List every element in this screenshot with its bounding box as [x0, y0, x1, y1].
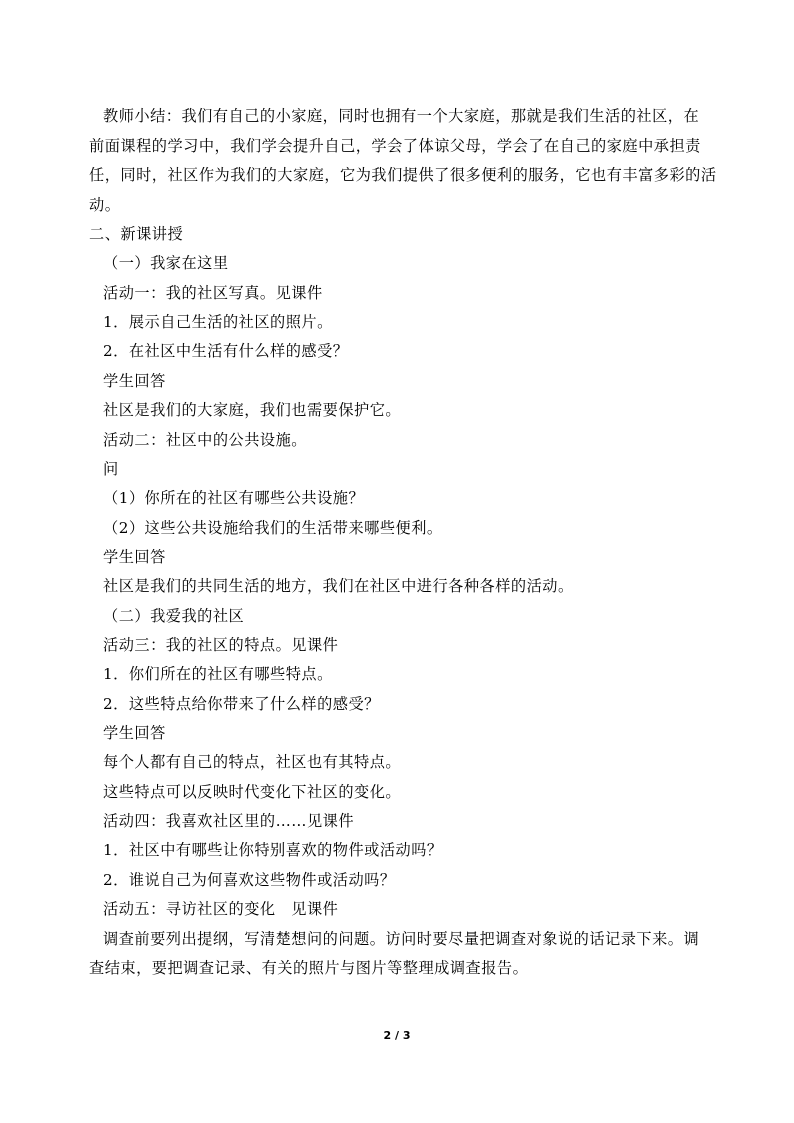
activity-two-question-1: （1）你所在的社区有哪些公共设施？	[103, 489, 365, 507]
activity-three-heading: 活动三：我的社区的特点。见课件	[103, 636, 339, 654]
student-answer-label-1: 学生回答	[103, 372, 166, 390]
paragraph-summary-line-1: 教师小结：我们有自己的小家庭，同时也拥有一个大家庭，那就是我们生活的社区，在	[103, 107, 700, 125]
activity-two-question-2: （2）这些公共设施给我们的生活带来哪些便利。	[103, 519, 443, 537]
answer-text-3a: 每个人都有自己的特点，社区也有其特点。	[103, 753, 402, 771]
survey-paragraph-line-2: 查结束，要把调查记录、有关的照片与图片等整理成调查报告。	[89, 959, 529, 977]
student-answer-label-2: 学生回答	[103, 548, 166, 566]
activity-three-item-1: 1．你们所在的社区有哪些特点。	[103, 665, 333, 683]
activity-four-heading: 活动四：我喜欢社区里的……见课件	[103, 812, 354, 830]
activity-three-item-2: 2．这些特点给你带来了什么样的感受？	[103, 695, 380, 713]
activity-four-item-2: 2．谁说自己为何喜欢这些物件或活动吗？	[103, 871, 396, 889]
activity-one-item-2: 2．在社区中生活有什么样的感受？	[103, 342, 349, 360]
activity-five-heading: 活动五：寻访社区的变化 见课件	[103, 900, 339, 918]
page-number: 2 / 3	[383, 1029, 411, 1042]
activity-one-heading: 活动一：我的社区写真。见课件	[103, 284, 323, 302]
student-answer-label-3: 学生回答	[103, 724, 166, 742]
paragraph-summary-line-2: 前面课程的学习中，我们学会提升自己，学会了体谅父母，学会了在自己的家庭中承担责	[89, 137, 701, 155]
activity-four-item-1: 1．社区中有哪些让你特别喜欢的物件或活动吗？	[103, 841, 443, 859]
survey-paragraph-line-1: 调查前要列出提纲，写清楚想问的问题。访问时要尽量把调查对象说的话记录下来。调	[103, 930, 700, 948]
section-heading-new-lesson: 二、新课讲授	[89, 225, 184, 243]
question-label: 问	[103, 460, 119, 478]
subheading-my-home: （一）我家在这里	[103, 254, 229, 272]
answer-text-3b: 这些特点可以反映时代变化下社区的变化。	[103, 783, 402, 801]
activity-one-item-1: 1．展示自己生活的社区的照片。	[103, 313, 333, 331]
paragraph-summary-line-4: 动。	[89, 196, 121, 214]
paragraph-summary-line-3: 任，同时，社区作为我们的大家庭，它为我们提供了很多便利的服务，它也有丰富多彩的活	[89, 166, 717, 184]
activity-two-heading: 活动二：社区中的公共设施。	[103, 431, 307, 449]
subheading-love-community: （二）我爱我的社区	[103, 607, 245, 625]
answer-text-2: 社区是我们的共同生活的地方，我们在社区中进行各种各样的活动。	[103, 577, 574, 595]
answer-text-1: 社区是我们的大家庭，我们也需要保护它。	[103, 401, 402, 419]
